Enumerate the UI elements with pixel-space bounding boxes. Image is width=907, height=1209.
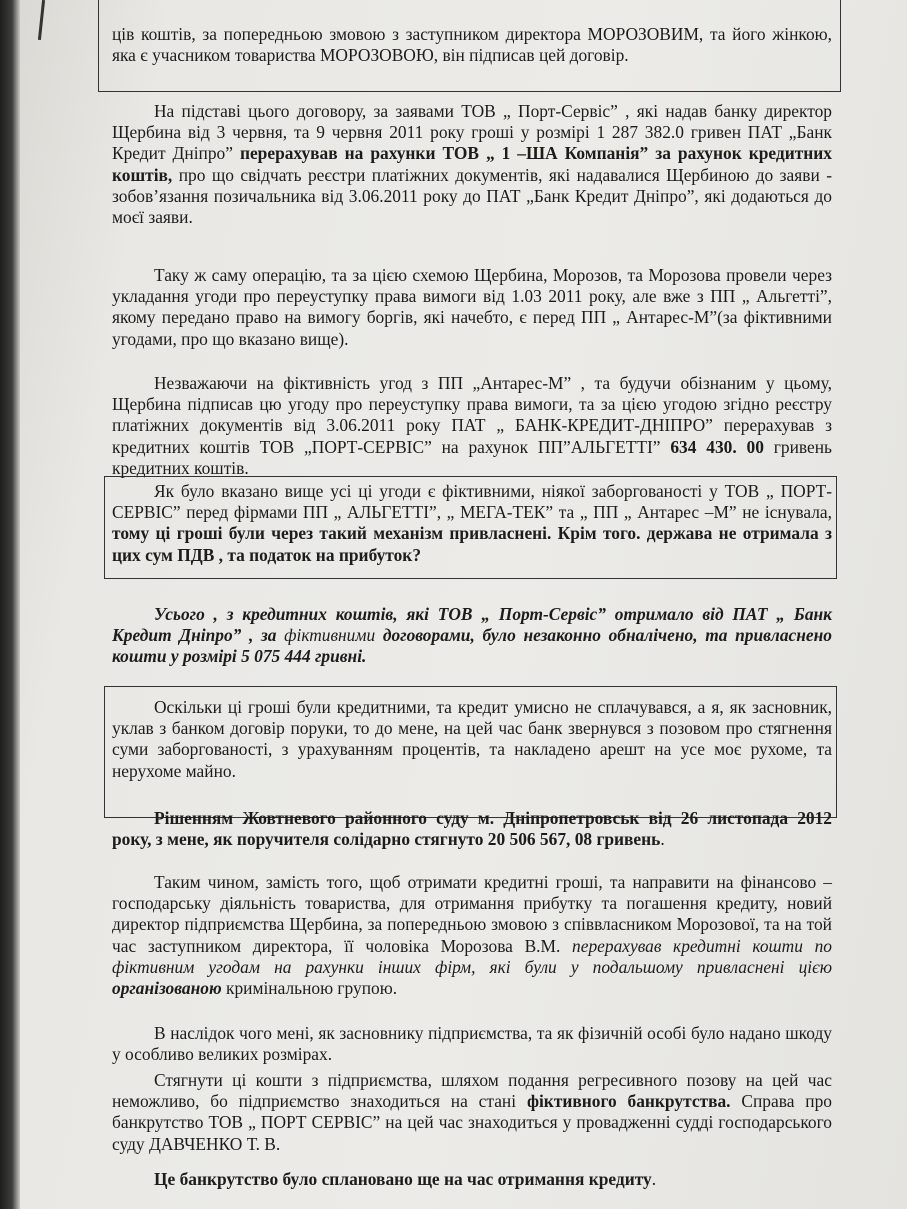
p4-amount: 634 430. 00 (670, 436, 764, 457)
paragraph-5-text (112, 481, 832, 566)
paragraph-4-text (112, 373, 832, 479)
p2-c: про що свідчать реєстри платіжних документів, які надавалися Щербиною до заяви - (178, 164, 832, 185)
paragraph-4 (112, 373, 832, 479)
paragraph-1-text: ців коштів, за попередньою змовою з заступником директора МОРОЗОВИМ, та його жінкою, яка є учасником товариства МОРОЗОВОЮ, він підписав цей договір. (112, 24, 832, 66)
paragraph-2-text (112, 101, 832, 228)
p5-b: тому ці гроші були через такий механізм привласнені. Крім того. держава не отримала з цих сум ПДВ , та податок на прибуток? (112, 523, 832, 565)
p9-c: організованою (112, 978, 222, 999)
p6-b: фіктивними (284, 625, 376, 646)
paragraph-6 (112, 604, 832, 668)
p2-b: перерахував на рахунки ТОВ „ 1 –ША Компанія” за рахунок кредитних коштів, (112, 143, 832, 185)
paragraph-10-text: В наслідок чого мені, як засновнику підприємства, та як фізичній особі було надано шкоду у особливо великих розмірах. (112, 1023, 832, 1065)
p11-c: Справа про банкрутство ТОВ „ ПОРТ СЕРВІС” на цей час знаходиться у провадженні судді господарського суду ДАВЧЕНКО Т. В. (112, 1091, 832, 1154)
p6-total: 5 075 444 гривні. (241, 646, 367, 667)
p6-c: договорами, було незаконно обналічено, та привласнено кошти у розмірі (112, 625, 832, 667)
p8-a: Рішенням Жовтневого районного суду м. Дніпропетровськ від 26 листопада 2012 року, з мене, як поручителя солідарно стягнуто 20 506 567, 08 гривень (112, 808, 832, 850)
paragraph-12-text (112, 1169, 832, 1190)
p4-c: гривень кредитних коштів. (112, 436, 832, 478)
paragraph-2 (112, 101, 832, 228)
p4-a: Незважаючи на фіктивність угод з ПП „Антарес-М” , та будучи обізнаним у цьому, Щербина підписав цю угоду про переуступку права вимоги, та за цією угодою згідно реєстру платіжних документів від 3.06.2011 року ПАТ „ БАНК-КРЕДИТ-ДНІПРО” перерахував з кредитних коштів ТОВ „ПОРТ-СЕРВІС” на рахунок ПП”АЛЬГЕТТІ” (112, 373, 832, 457)
paragraph-3 (112, 265, 832, 350)
paragraph-11 (112, 1070, 832, 1155)
p9-d: кримінальною групою. (226, 978, 398, 999)
p9-b: перерахував кредитні кошти по фіктивним угодам на рахунки інших фірм, які були у подальшому привласнені цією (112, 935, 832, 977)
p8-b: . (660, 829, 665, 850)
p2-a: На підставі цього договору, за заявами ТОВ „ Порт-Сервіс” , які надав банку директор Щербина від 3 червня, та 9 червня 2011 року гроші у розмірі 1 287 382.0 гривен ПАТ „Банк Кредит Дніпро” (112, 101, 832, 164)
paragraph-6-text (112, 604, 832, 668)
paragraph-9 (112, 872, 832, 999)
paragraph-8-text (112, 808, 832, 850)
paragraph-7 (112, 697, 832, 782)
paragraph-3-text: Таку ж саму операцію, та за цією схемою Щербина, Морозов, та Морозова провели через укладання угоди про переуступку права вимоги від 1.03 2011 року, але вже з ПП „ Альгетті”, якому передано право на вимогу боргів, які начебто, є перед ПП „ Антарес-М”(за фіктивними угодами, про що вказано вище). (112, 265, 832, 349)
p9-a: Таким чином, замість того, щоб отримати кредитні гроші, та направити на фінансово – господарську діяльність товариства, для отримання прибутку та погашення кредиту, новий директор підприємства Щербина, за попередньою змовою з співвласником Морозової, та на той час заступником директора, її чоловіка Морозова В.М. (112, 872, 832, 956)
paragraph-5 (112, 481, 832, 566)
p6-a: Усього , з кредитних коштів, які ТОВ „ Порт-Сервіс” отримало від ПАТ „ Банк Кредит Дніпро” , за (112, 604, 832, 646)
p5-a: Як було вказано вище усі ці угоди є фіктивними, ніякої заборгованості у ТОВ „ ПОРТ-СЕРВІС” перед фірмами ПП „ АЛЬГЕТТІ”, „ МЕГА-ТЕК” та „ ПП „ Антарес –М” не існувала, (112, 481, 832, 523)
p2-d: зобов’язання позичальника від 3.06.2011 року до ПАТ „Банк Кредит Дніпро”, які додаються до моєї заяви. (112, 185, 832, 228)
p11-a: Стягнути ці кошти з підприємства, шляхом подання регресивного позову на цей час неможливо, бо підприємство знаходиться на стані (112, 1070, 832, 1112)
paragraph-9-text (112, 872, 832, 999)
paragraph-12 (112, 1169, 832, 1190)
paragraph-1 (112, 24, 832, 66)
p11-b: фіктивного банкрутства. (526, 1091, 731, 1112)
paragraph-11-text (112, 1070, 832, 1155)
paragraph-7-text: Оскільки ці гроші були кредитними, та кредит умисно не сплачувався, а я, як засновник, уклав з банком договір поруки, то до мене, на цей час банк звернувся з позовом про стягнення суми заборгованості, з урахуванням процентів, та накладено арешт на усе моє рухоме, та нерухоме майно. (112, 697, 832, 781)
p12-a: Це банкрутство було сплановано ще на час отримання кредиту (154, 1169, 652, 1189)
p12-b: . (651, 1169, 657, 1189)
paragraph-10 (112, 1023, 832, 1065)
paragraph-8 (112, 808, 832, 850)
